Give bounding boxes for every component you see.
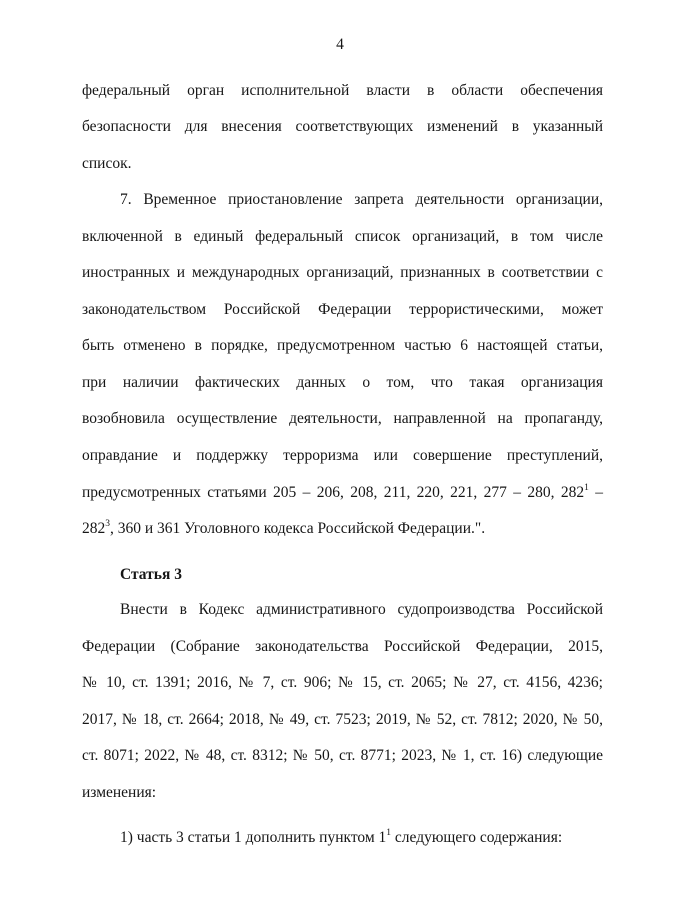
text-segment: –	[588, 484, 604, 501]
text-line: при наличии фактических данных о том, что такая организация	[82, 374, 603, 391]
text-line: быть отменено в порядке, предусмотренном частью 6 настоящей статьи,	[82, 337, 603, 354]
text-line: федеральный орган исполнительной власти в области обеспечения	[82, 82, 603, 99]
text-line: оправдание и поддержку терроризма или совершение преступлений,	[82, 447, 603, 464]
text-segment: следующего содержания:	[391, 829, 563, 846]
page-number: 4	[336, 36, 344, 53]
text-segment: предусмотренных статьями 205 – 206, 208, 211, 220, 221, 277 – 280, 282	[82, 484, 585, 501]
text-line: иностранных и международных организаций, признанных в соответствии с	[82, 264, 603, 281]
text-line-with-superscript	[82, 519, 603, 539]
paragraph-first-line: Внести в Кодекс административного судопроизводства Российской	[120, 601, 603, 618]
text-segment: , 360 и 361 Уголовного кодекса Российской Федерации.".	[110, 520, 486, 537]
text-line: изменения:	[82, 784, 157, 801]
text-line: № 10, ст. 1391; 2016, № 7, ст. 906; № 15, ст. 2065; № 27, ст. 4156, 4236;	[82, 674, 603, 691]
text-line: включенной в единый федеральный список организаций, в том числе	[82, 228, 603, 245]
text-segment: 1) часть 3 статьи 1 дополнить пунктом 1	[120, 829, 387, 846]
text-line: 2017, № 18, ст. 2664; 2018, № 49, ст. 7523; 2019, № 52, ст. 7812; 2020, № 50,	[82, 711, 603, 728]
text-segment: 282	[82, 520, 106, 537]
article-heading: Статья 3	[120, 566, 182, 583]
superscript: 3	[105, 518, 110, 529]
superscript: 1	[386, 827, 392, 838]
text-line: возобновила осуществление деятельности, направленной на пропаганду,	[82, 410, 603, 427]
superscript: 1	[584, 482, 589, 493]
text-line: список.	[82, 155, 132, 172]
text-line: Федерации (Собрание законодательства Российской Федерации, 2015,	[82, 638, 603, 655]
text-line: безопасности для внесения соответствующих изменений в указанный	[82, 118, 603, 135]
list-item	[120, 828, 562, 848]
text-line: законодательством Российской Федерации террористическими, может	[82, 301, 603, 318]
text-line-with-superscript	[82, 483, 603, 503]
paragraph-first-line: 7. Временное приостановление запрета деятельности организации,	[120, 191, 603, 208]
text-line: ст. 8071; 2022, № 48, ст. 8312; № 50, ст. 8771; 2023, № 1, ст. 16) следующие	[82, 747, 603, 764]
